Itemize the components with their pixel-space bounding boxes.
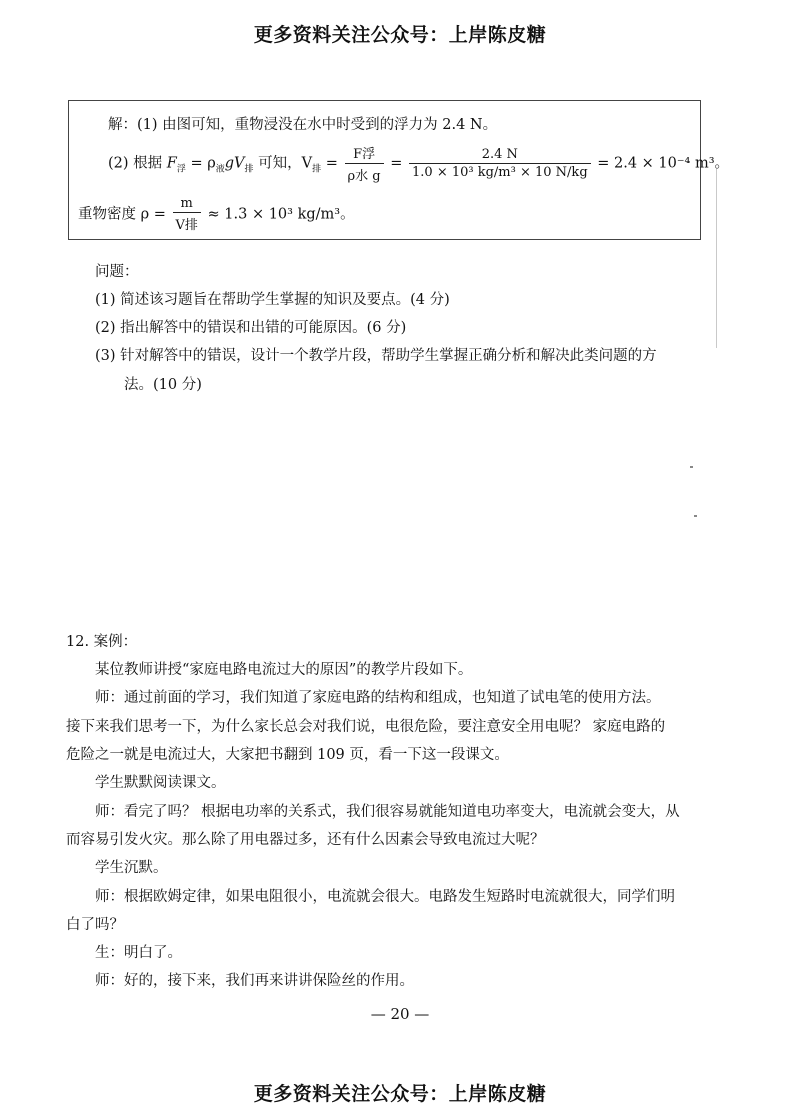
case-line: 学生默默阅读课文。 xyxy=(95,775,226,791)
fraction-buoyancy xyxy=(345,143,384,184)
case-line: 危险之一就是电流过大，大家把书翻到 109 页，看一下这一段课文。 xyxy=(66,747,509,763)
case-line: 师：通过前面的学习，我们知道了家庭电路的结构和组成，也知道了试电笔的使用方法。 xyxy=(95,690,661,706)
formula-F-sub: 浮 xyxy=(176,164,186,175)
question-item-3-continued: 法。(10 分) xyxy=(124,377,202,393)
header-banner: 更多资料关注公众号：上岸陈皮糖 xyxy=(253,24,547,46)
formula-V-sub: 排 xyxy=(244,164,254,175)
scan-artifact-line xyxy=(716,168,717,348)
question-item-3: (3) 针对解答中的错误，设计一个教学片段，帮助学生掌握正确分析和解决此类问题的方 xyxy=(95,348,657,364)
fraction-values xyxy=(409,147,591,180)
solution-line-3 xyxy=(78,196,355,233)
case-line: 生：明白了。 xyxy=(95,945,182,961)
questions-title: 问题： xyxy=(95,264,139,280)
formula-rho-sub: 液 xyxy=(215,164,225,175)
solution-line-1: 解：(1) 由图可知，重物浸没在水中时受到的浮力为 2.4 N。 xyxy=(108,117,498,133)
scan-artifact-dot xyxy=(690,466,693,468)
line2-prefix: (2) 根据 xyxy=(108,155,163,172)
formula-F: F xyxy=(166,155,177,172)
formula-gV: gV xyxy=(224,155,245,172)
page-number: — 20 — xyxy=(370,1005,430,1023)
scan-artifact-dot xyxy=(694,515,697,517)
line3-result: ≈ 1.3 × 10³ kg/m³。 xyxy=(207,206,355,223)
question-item-2: (2) 指出解答中的错误和出错的可能原因。(6 分) xyxy=(95,320,407,336)
case-line: 学生沉默。 xyxy=(95,860,168,876)
solution-line-2: (2) 根据 $F_浮 = \rho_液gV_排$ 可知，$V_排$ = $\frac{\text{F浮}}{\text{ρ水 g}}$ = $\frac{2.4 N}{\text{1.0 × 10³ kg/m³ × 10 N/kg}}$ = 2.4 × 10⁻⁴ m³。 xyxy=(108,143,729,184)
case-line: 而容易引发火灾。那么除了用电器过多，还有什么因素会导致电流过大呢？ xyxy=(66,832,545,848)
line3-prefix: 重物密度 ρ = xyxy=(78,206,166,223)
case-line: 白了吗？ xyxy=(66,917,124,933)
fraction-2-numerator: 2.4 N xyxy=(409,147,591,164)
case-line: 师：根据欧姆定律，如果电阻很小，电流就会很大。电路发生短路时电流就很大，同学们明 xyxy=(95,889,675,905)
line2-mid: 可知，V xyxy=(258,155,313,172)
line2-result: = 2.4 × 10⁻⁴ m³。 xyxy=(597,155,730,172)
fraction-density xyxy=(173,196,201,233)
line2-V-sub: 排 xyxy=(312,164,322,175)
case-line: 师：好的，接下来，我们再来讲讲保险丝的作用。 xyxy=(95,973,414,989)
footer-banner: 更多资料关注公众号：上岸陈皮糖 xyxy=(253,1083,547,1105)
fraction-2-denominator: 1.0 × 10³ kg/m³ × 10 N/kg xyxy=(412,165,588,180)
fraction-1-denominator: ρ水 g xyxy=(347,169,381,184)
case-line: 接下来我们思考一下，为什么家长总会对我们说，电很危险，要注意安全用电呢？ 家庭电路的 xyxy=(66,719,666,735)
fraction-3-numerator: m xyxy=(173,196,201,213)
fraction-3-denominator: V排 xyxy=(175,218,198,233)
case-line: 某位教师讲授“家庭电路电流过大的原因”的教学片段如下。 xyxy=(95,662,473,678)
formula-eq: = ρ xyxy=(190,155,216,172)
case-title: 12. 案例： xyxy=(66,634,138,650)
question-item-1: (1) 简述该习题旨在帮助学生掌握的知识及要点。(4 分) xyxy=(95,292,450,308)
case-line: 师：看完了吗？ 根据电功率的关系式，我们很容易就能知道电功率变大，电流就会变大，从 xyxy=(95,804,680,820)
fraction-1-numerator: F浮 xyxy=(345,143,384,164)
